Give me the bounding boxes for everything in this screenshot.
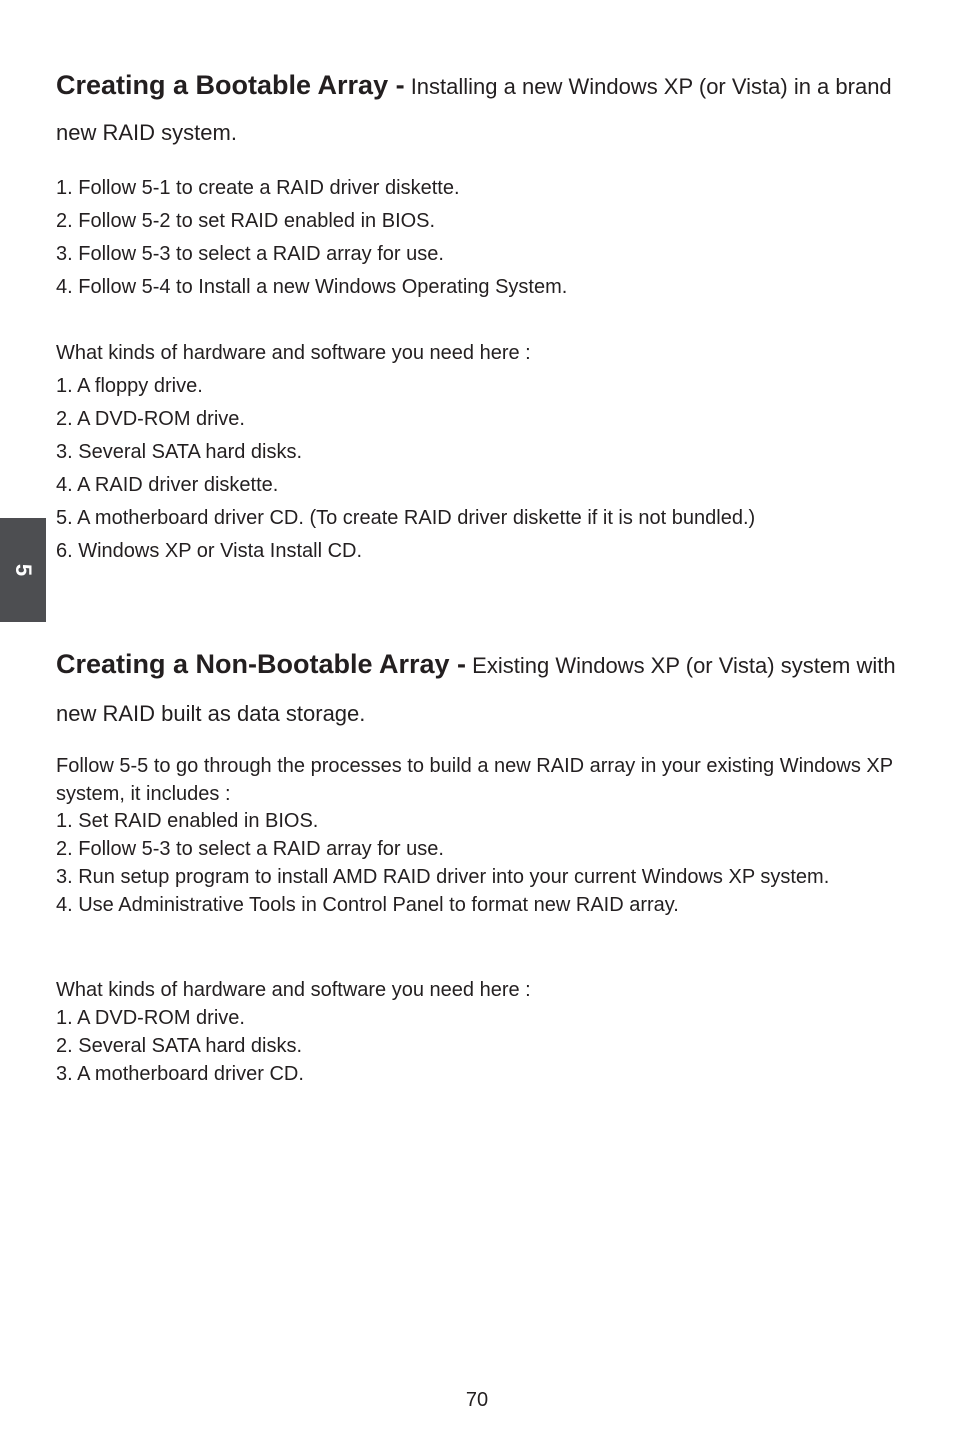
chapter-tab	[0, 518, 46, 622]
list-item: 3. Several SATA hard disks.	[56, 441, 303, 463]
list-item: 2. Several SATA hard disks.	[56, 1035, 303, 1057]
non-bootable-intro	[56, 752, 916, 808]
non-bootable-steps-list	[56, 807, 916, 919]
list-item: 1. A floppy drive.	[56, 375, 203, 397]
list-item: 1. Set RAID enabled in BIOS.	[56, 810, 319, 832]
list-item: 1. Follow 5-1 to create a RAID driver diskette.	[56, 177, 460, 199]
bootable-array-subtitle: Installing a new Windows XP (or Vista) in a brand new RAID system.	[56, 74, 892, 145]
list-item: 6. Windows XP or Vista Install CD.	[56, 540, 363, 562]
intro-paragraph: Follow 5-5 to go through the processes to build a new RAID array in your existing Windows XP system, it includes :	[56, 755, 893, 805]
list-item: 3. A motherboard driver CD.	[56, 1063, 304, 1085]
non-bootable-array-title: Creating a Non-Bootable Array -	[56, 649, 467, 679]
bootable-requirements-list	[56, 337, 916, 568]
page-number: 70	[465, 1389, 489, 1411]
list-item: 4. Use Administrative Tools in Control Panel to format new RAID array.	[56, 894, 679, 916]
list-item: 1. A DVD-ROM drive.	[56, 1007, 245, 1029]
non-bootable-array-heading	[56, 640, 906, 736]
requirements-intro: What kinds of hardware and software you need here :	[56, 342, 531, 364]
list-item: 2. Follow 5-2 to set RAID enabled in BIOS.	[56, 210, 436, 232]
list-item: 3. Follow 5-3 to select a RAID array for use.	[56, 243, 444, 265]
non-bootable-array-subtitle: Existing Windows XP (or Vista) system with new RAID built as data storage.	[56, 653, 896, 726]
bootable-array-title: Creating a Bootable Array -	[56, 70, 405, 100]
requirements-intro: What kinds of hardware and software you need here :	[56, 979, 531, 1001]
list-item: 5. A motherboard driver CD. (To create RAID driver diskette if it is not bundled.)	[56, 507, 756, 529]
list-item: 3. Run setup program to install AMD RAID driver into your current Windows XP system.	[56, 866, 830, 888]
list-item: 2. Follow 5-3 to select a RAID array for use.	[56, 838, 444, 860]
non-bootable-requirements-list	[56, 976, 916, 1088]
list-item: 2. A DVD-ROM drive.	[56, 408, 245, 430]
chapter-number: 5	[11, 563, 36, 577]
list-item: 4. Follow 5-4 to Install a new Windows Operating System.	[56, 276, 568, 298]
bootable-steps-list	[56, 172, 916, 304]
list-item: 4. A RAID driver diskette.	[56, 474, 279, 496]
bootable-array-heading	[56, 62, 906, 154]
